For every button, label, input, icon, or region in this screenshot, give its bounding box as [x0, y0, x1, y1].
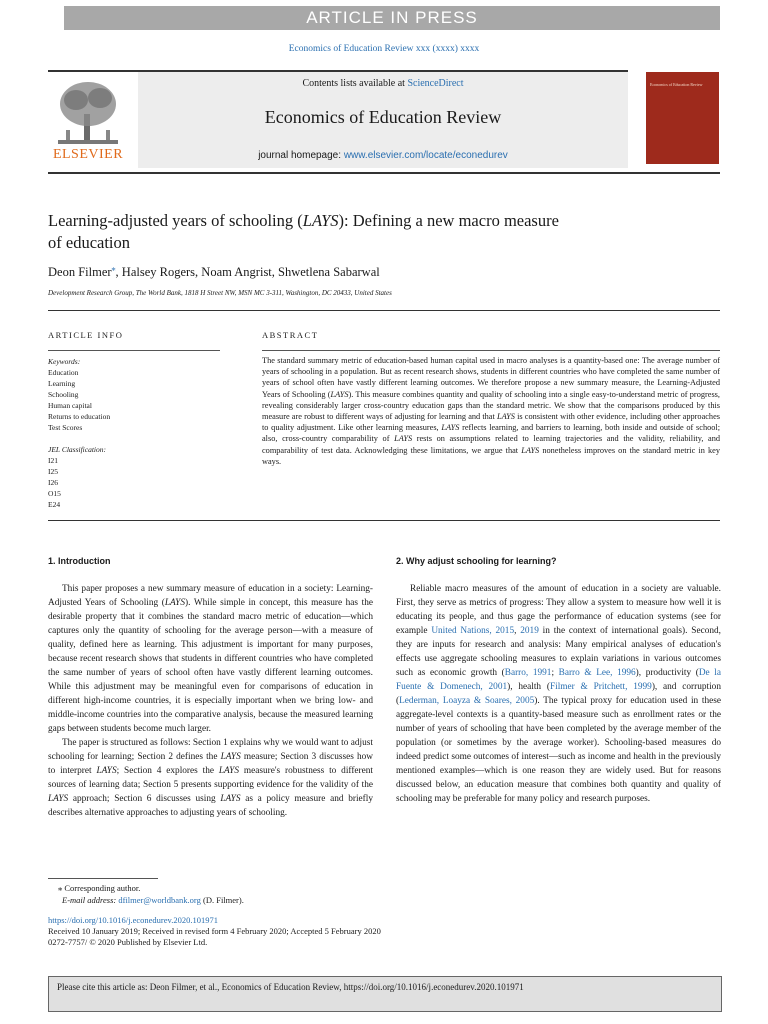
header-top-rule — [48, 70, 628, 72]
journal-title: Economics of Education Review — [264, 107, 502, 127]
section-1-heading: 1. Introduction — [48, 556, 111, 566]
citation-text: Please cite this article as: Deon Filmer, et al., Economics of Education Review, https://doi.org/10.1016/j.econedurev.2020.101971 — [57, 982, 524, 992]
journal-cover-thumbnail — [646, 72, 719, 164]
keyword-item: Schooling — [48, 390, 79, 399]
citation-link[interactable]: Lederman, Loayza & Soares, 2005 — [399, 696, 535, 706]
jel-code: I26 — [48, 478, 58, 487]
journal-homepage: journal homepage: www.elsevier.com/locate/econedurev — [258, 150, 508, 161]
abstract-bottom-rule — [48, 520, 720, 521]
citation-link[interactable]: Barro & Lee, 1996 — [558, 668, 636, 678]
elsevier-wordmark: ELSEVIER — [52, 147, 124, 162]
citation-link[interactable]: 2019 — [520, 626, 539, 636]
jel-code: E24 — [48, 500, 61, 509]
keyword-item: Human capital — [48, 401, 92, 410]
received-dates: Received 10 January 2019; Received in revised form 4 February 2020; Accepted 5 February 2020 — [48, 926, 381, 936]
intro-paragraph-1: This paper proposes a new summary measure of education in a society: Learning-Adjusted Years of Schooling (LAYS). While simple in concept, this measure has the desirable property that it combines the standard macro metric of education—which captures only the quantity of schooling for the average person—with a measure of quality, defined here as learning. This adjustment is important for many purposes, because recent research shows that students in different countries who have completed the same number of years of school often have vastly different learning outcomes. While this adjustment may be meaningful even for comparisons of education in different high-income countries, it is especially important when we bring low- and middle-income countries into the comparative analysis, because the measured learning gaps between students become much larger. — [48, 584, 373, 734]
section-2-heading: 2. Why adjust schooling for learning? — [396, 556, 557, 566]
corresponding-author-note: ⁎ Corresponding author. — [58, 883, 141, 893]
author-list: Deon Filmer⁎, Halsey Rogers, Noam Angrist, Shwetlena Sabarwal — [48, 264, 380, 280]
issn-copyright: 0272-7757/ © 2020 Published by Elsevier Ltd. — [48, 937, 208, 947]
article-info-rule — [48, 350, 220, 351]
keyword-item: Education — [48, 368, 79, 377]
abstract-rule — [262, 350, 720, 351]
citation-link[interactable]: De la Fuente & Domenech, 2001 — [396, 668, 721, 692]
paper-title: Learning-adjusted years of schooling (LAYS): Defining a new macro measure of education — [48, 211, 559, 252]
article-in-press-banner: ARTICLE IN PRESS — [64, 6, 720, 30]
abstract-text: The standard summary metric of education-based human capital used in macro analyses is a quantity-based one: The average number of years of schooling in a population. But as recent research shows, students in different countries who have completed the same number of years of school often have vastly different learning outcomes. We therefore propose a new summary measure, the Learning-Adjusted Years of Schooling (LAYS). This measure combines quantity and quality of schooling into a single easy-to-understand metric of progress, revealing considerably larger cross-country education gaps than the standard metric. We show that the comparisons produced by this measure are robust to different ways of adjusting for learning and that LAYS is consistent with other evidence, including other approaches to quality adjustment. Like other learning measures, LAYS reflects learning, and barriers to learning, both inside and outside of school; also, cross-country comparability of LAYS rests on assumptions related to learning trajectories and the validity, reliability, and comparability of test data. Acknowledging these limitations, we argue that LAYS nonetheless improves on the standard metric in key ways. — [262, 356, 720, 466]
section-2-paragraph: Reliable macro measures of the amount of education in a society are valuable. First, they serve as metrics of progress: They allow a system to measure how well it is educating its people, and thus gage the performance of education systems (see for example United Nations, 2015, 2019 in the context of international goals). Second, they are inputs for research and analysis: Many empirical analyses of education's effects use aggregate schooling measures to explain variations in various outcomes such as economic growth (Barro, 1991; Barro & Lee, 1996), productivity (De la Fuente & Domenech, 2001), health (Filmer & Pritchett, 1999), and corruption (Lederman, Loayza & Soares, 2005). The typical proxy for education used in these aggregate-level contexts is a quantity-based measure such as enrollment rates or the number of years of schooling that have been completed by the average member of the population (or sometimes by the average worker). Schooling-based measures do indeed predict some outcomes of interest—such as income and health in the previously mentioned examples—which is one reason they are widely used. But for reasons discussed below, an education measure that combines both quantity and quality of schooling may be preferable for many policy and research purposes. — [396, 584, 721, 804]
affiliation: Development Research Group, The World Bank, 1818 H Street NW, MSN MC 3-311, Washington, DC 20433, United States — [48, 289, 392, 297]
abstract-heading: ABSTRACT — [262, 330, 319, 340]
doi-link[interactable]: https://doi.org/10.1016/j.econedurev.2020.101971 — [48, 915, 218, 925]
jel-code: I21 — [48, 456, 58, 465]
citation-link[interactable]: Barro, 1991 — [504, 668, 552, 678]
keywords-block — [48, 356, 220, 510]
keyword-item: Returns to education — [48, 412, 111, 421]
footnotes — [48, 882, 244, 906]
intro-paragraph-2: The paper is structured as follows: Section 1 explains why we would want to adjust schooling for learning; Section 2 defines the LAYS measure; Section 3 discusses how to interpret LAYS; Section 4 explores the LAYS measure's robustness to different sources of learning data; Section 5 presents supporting evidence for the validity of the LAYS approach; Section 6 discusses using LAYS as a policy measure and briefly describes alternative approaches to adjusting years of schooling. — [48, 738, 374, 818]
jel-code: I25 — [48, 467, 58, 476]
email-note: E-mail address: dfilmer@worldbank.org (D. Filmer). — [62, 895, 244, 905]
header-bottom-rule — [48, 172, 720, 174]
jel-label: JEL Classification: — [48, 445, 106, 454]
info-top-rule — [48, 310, 720, 311]
introduction-body — [48, 582, 373, 820]
footnote-rule — [48, 878, 158, 879]
email-link[interactable]: dfilmer@worldbank.org — [118, 895, 201, 905]
citation-box — [48, 976, 722, 1012]
jel-code: O15 — [48, 489, 61, 498]
article-info-heading: ARTICLE INFO — [48, 330, 124, 340]
homepage-link[interactable]: www.elsevier.com/locate/econedurev — [343, 150, 508, 161]
publication-info — [48, 915, 381, 948]
sciencedirect-link[interactable]: ScienceDirect — [407, 78, 464, 89]
cover-title: Economics of Education Review — [650, 82, 703, 87]
corresponding-mark[interactable]: ⁎ — [111, 264, 116, 273]
section-2-body — [396, 582, 721, 806]
contents-available: Contents lists available at ScienceDirect — [302, 78, 464, 89]
citation-link[interactable]: Filmer & Pritchett, 1999 — [549, 682, 652, 692]
citation-link[interactable]: United Nations, 2015 — [431, 626, 515, 636]
keywords-label: Keywords: — [48, 357, 81, 366]
keyword-item: Learning — [48, 379, 76, 388]
author-corresponding[interactable]: Deon Filmer — [48, 265, 112, 280]
journal-reference-link[interactable]: Economics of Education Review xxx (xxxx) xxxx — [288, 44, 480, 54]
keyword-item: Test Scores — [48, 423, 83, 432]
